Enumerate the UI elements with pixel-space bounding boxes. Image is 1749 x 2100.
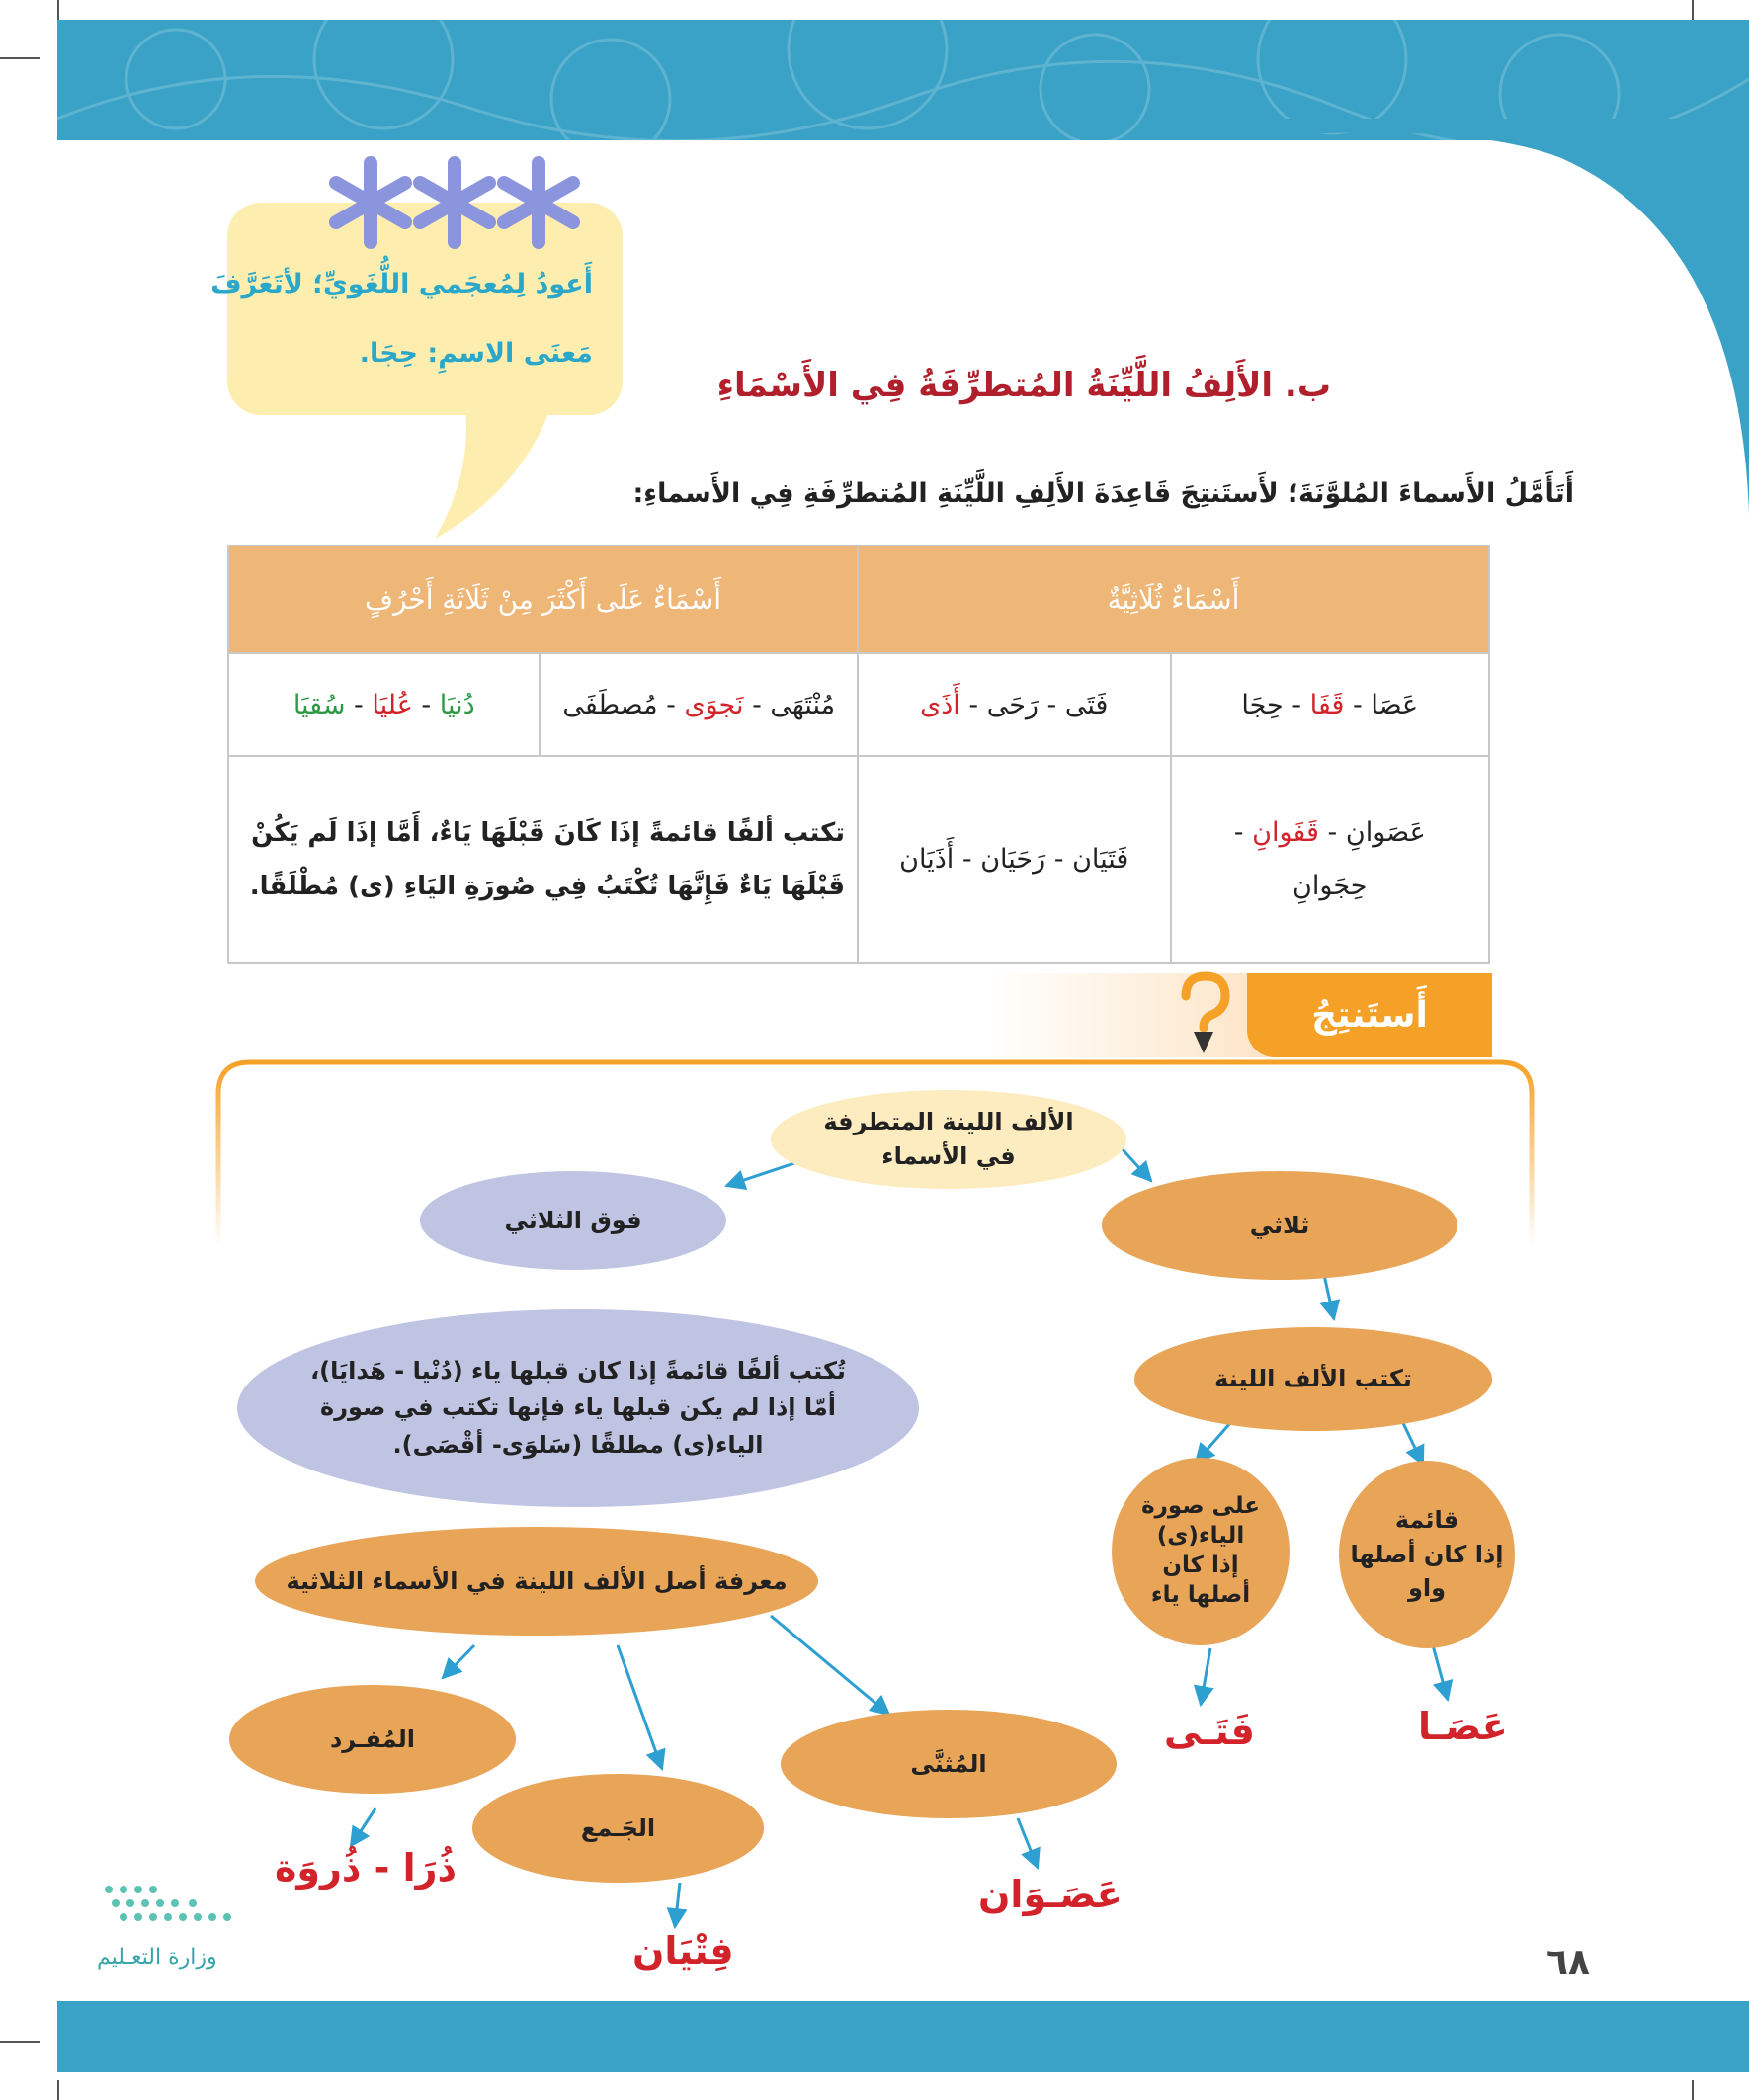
ex-mustafa: مُصطَفَى: [562, 689, 658, 720]
arrow-dual-to-answer: [1018, 1818, 1038, 1868]
ex-qafa: قَفَا: [1309, 689, 1345, 720]
dual-asawan: عَصَوانِ: [1345, 816, 1426, 848]
ya-line3: إذا كان: [1162, 1553, 1239, 1578]
dual-fatayan: فَتَيَان: [1072, 843, 1129, 875]
beyond-rule-line3: الياء(ى) مطلقًا (سَلوَى- أقْصَى).: [392, 1430, 764, 1459]
note-text-line2: مَعنَى الاسمِ: حِجَا.: [359, 338, 593, 369]
crop-mark: [0, 2041, 40, 2043]
page-number: ٦٨: [1546, 1942, 1590, 1982]
ya-line2: الياء(ى): [1156, 1523, 1245, 1550]
upright-line3: واو: [1407, 1574, 1447, 1603]
cell-examples-maqsura: مُنْتَهَى - نَجوَى - مُصطَفَى: [540, 653, 858, 756]
names-table: [227, 545, 1490, 964]
crop-mark: [1692, 2080, 1694, 2100]
arrow-origin-to-dual: [771, 1616, 889, 1715]
arrow-upright-to-asa: [1433, 1645, 1448, 1700]
question-mark-icon: [1174, 970, 1233, 1059]
node-singular: المُفـرد: [229, 1685, 516, 1794]
node-ya-form: [1112, 1458, 1290, 1645]
cell-duals-ya: فَتَيَان - رَحَيَان - أَذَيَان: [858, 756, 1170, 963]
arrow-origin-to-singular: [443, 1645, 474, 1678]
conclude-tab: أَستَنتِجُ: [1247, 973, 1492, 1057]
dual-hijawan: حِجَوانِ: [1292, 870, 1368, 901]
arrow-plural-to-answer: [675, 1883, 680, 1927]
ex-fata: فَتَى: [1064, 689, 1109, 720]
node-know-origin: معرفة أصل الألف اللينة في الأسماء الثلاثية: [255, 1527, 818, 1636]
note-text-line1: أَعودُ لِمُعجَمي اللُّغَويِّ؛ لأتَعَرَّفَ: [210, 269, 593, 299]
beyond-rule-line2: أمّا إذا لم يكن قبلها ياء فإنها تكتب في صورة: [320, 1393, 836, 1422]
ya-line1: على صورة: [1141, 1493, 1260, 1520]
upright-line1: قائمة: [1394, 1505, 1459, 1534]
answer-dual: عَصَـوَان: [978, 1873, 1123, 1916]
ex-najwa: نَجوَى: [684, 689, 744, 720]
arrow-ya-to-fata: [1201, 1648, 1210, 1705]
asterisks-icon: [326, 148, 583, 257]
ex-raha: رَحَى: [986, 689, 1039, 720]
crop-mark: [57, 2080, 59, 2100]
root-line1: الألف اللينة المتطرفة: [823, 1108, 1074, 1136]
arrow-singular-to-answer: [351, 1808, 375, 1846]
note-bubble-tail: [435, 400, 583, 539]
header-curve: [1206, 119, 1749, 514]
dual-qafawan: قَفَوانِ: [1252, 816, 1319, 848]
crop-mark: [57, 0, 59, 20]
rule-line1: تكتب ألفًا قائمةً إذَا كَانَ قَبْلَهَا يَاءٌ، أَمَّا إذَا لَم يَكُنْ: [251, 817, 846, 848]
cell-examples-preceded-by-ya: دُنيَا - عُليَا - سُقيَا: [228, 653, 540, 756]
crop-mark: [1692, 0, 1694, 20]
root-line2: في الأسماء: [881, 1142, 1016, 1170]
cell-duals-waw: عَصَوانِ - قَفَوانِ - حِجَوانِ: [1171, 756, 1490, 963]
instruction-text: أَتَأَمَّلُ الأَسماءَ المُلوَّنَةَ؛ لأَستَنتِجَ قَاعِدَةَ الأَلِفِ اللَّيِّنَةِ المُتطرِّفَةِ فِي الأَسماءِ:: [632, 478, 1574, 509]
ex-atha: أَذَى: [920, 689, 960, 720]
ex-hija: حِجَا: [1241, 689, 1284, 720]
cell-rule: [228, 756, 858, 963]
footer-banner: [57, 2001, 1749, 2072]
cell-examples-ya: فَتَى - رَحَى - أَذَى: [858, 653, 1170, 756]
node-beyond-three: فوق الثلاثي: [420, 1171, 726, 1270]
beyond-rule-line1: تُكتب ألفًا قائمةً إذا كان قبلها ياء (دُنْيا - هَدايَا)،: [310, 1357, 846, 1386]
node-plural: الجَـمع: [472, 1774, 764, 1883]
node-three: ثلاثي: [1102, 1171, 1458, 1280]
ministry-name: وزارة التعـليم: [97, 1945, 217, 1970]
cell-examples-waw: عَصَا - قَفَا - حِجَا: [1171, 653, 1490, 756]
answer-fata: فَتَـى: [1164, 1710, 1255, 1753]
dual-rahayan: رَحَيَان: [980, 843, 1046, 875]
rule-line2: قَبْلَهَا يَاءٌ فَإِنَّهَا تُكْتَبُ فِي صُورَةِ اليَاءِ (ى) مُطْلَقًا.: [249, 871, 846, 901]
arrow-written-to-ya: [1196, 1423, 1230, 1463]
node-root: [771, 1090, 1126, 1189]
arrow-three-to-written: [1324, 1275, 1334, 1319]
node-written-as: تكتب الألف اللينة: [1134, 1327, 1492, 1431]
upright-line2: إذا كان أصلها: [1350, 1540, 1504, 1568]
section-title: ب. الأَلِفُ اللَّيِّنَةُ المُتطرِّفَةُ فِي الأَسْمَاءِ: [716, 366, 1331, 405]
ex-ulya: عُليَا: [372, 689, 413, 720]
node-beyond-three-rule: [237, 1309, 919, 1507]
dual-athayan: أَذَيَان: [899, 843, 955, 875]
answer-asa: عَصَـا: [1418, 1705, 1508, 1748]
ex-asa: عَصَا: [1371, 689, 1419, 720]
header-more-than-three: أَسْمَاءٌ عَلَى أَكْثَرَ مِنْ ثَلَاثَةِ أَحْرُفٍ: [228, 546, 858, 653]
arrow-written-to-upright: [1403, 1423, 1423, 1465]
answer-plural: فِتْيَان: [632, 1929, 734, 1973]
node-dual: المُثنَّى: [781, 1710, 1117, 1818]
answer-singular: ذُرَا - ذُروَة: [275, 1846, 458, 1890]
ya-line4: أصلها ياء: [1150, 1581, 1251, 1608]
ex-dunya: دُنيَا: [439, 689, 475, 720]
header-three-letter: أَسْمَاءٌ ثُلَاثِيَّةٌ: [858, 546, 1489, 653]
arrow-origin-to-plural: [618, 1645, 662, 1769]
ex-suqya: سُقيَا: [292, 689, 346, 720]
crop-mark: [0, 57, 40, 59]
node-upright: [1339, 1461, 1515, 1648]
ministry-logo-icon: [94, 1878, 262, 1937]
ex-muntaha: مُنْتَهَى: [770, 689, 836, 720]
